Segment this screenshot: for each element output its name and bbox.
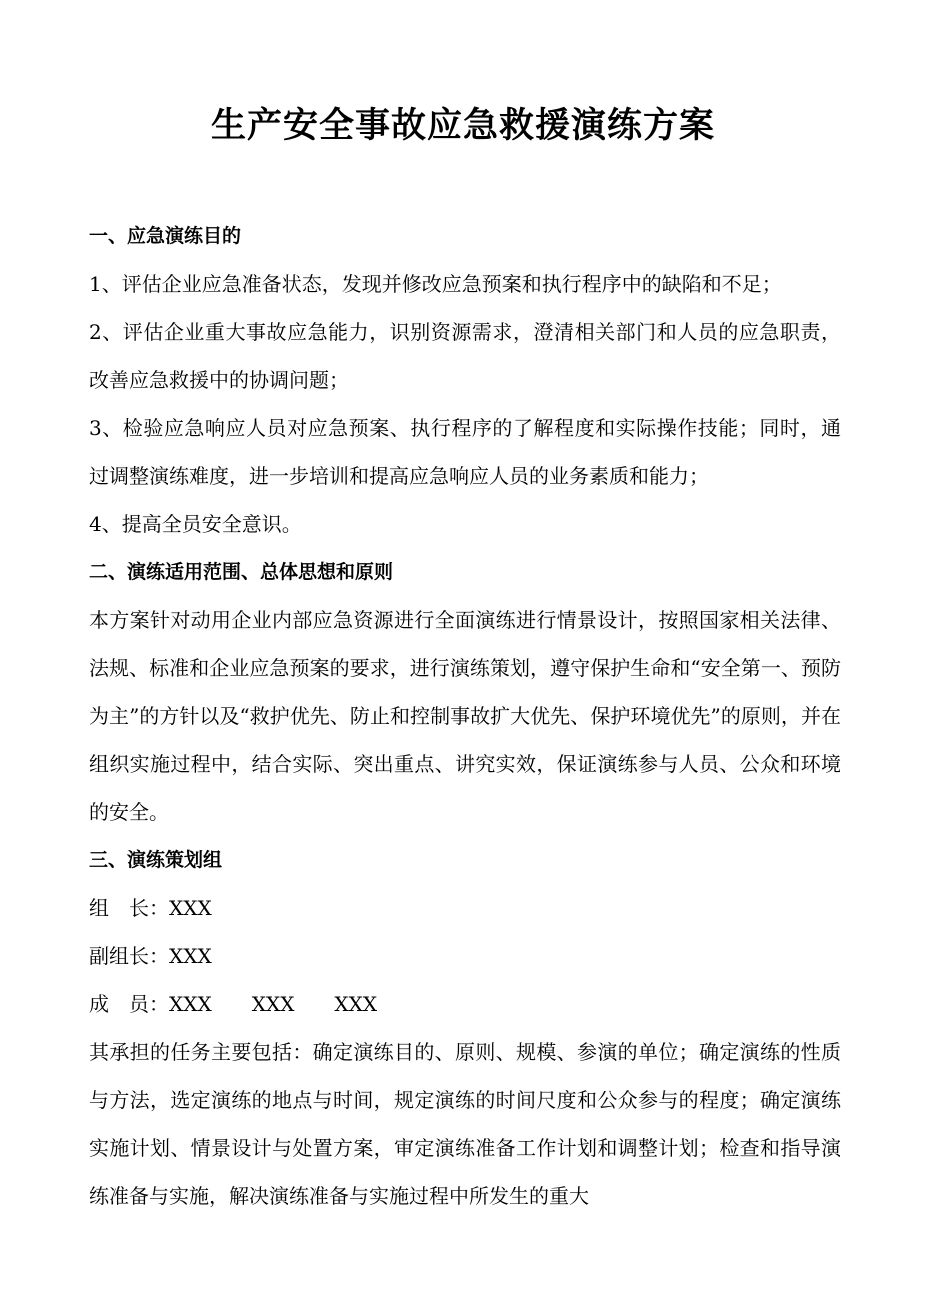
paragraph: 3、检验应急响应人员对应急预案、执行程序的了解程度和实际操作技能；同时，通过调整演练难度，进一步培训和提高应急响应人员的业务素质和能力； <box>89 416 841 488</box>
paragraph: 4、提高全员安全意识。 <box>89 512 302 536</box>
paragraph: 其承担的任务主要包括：确定演练目的、原则、规模、参演的单位；确定演练的性质与方法，选定演练的地点与时间，规定演练的时间尺度和公众参与的程度；确定演练实施计划、情景设计与处置方案，审定演练准备工作计划和调整计划；检查和指导演练准备与实施，解决演练准备与实施过程中所发生的重大 <box>89 1040 841 1208</box>
section-heading: 一、应急演练目的 <box>89 225 242 247</box>
section-purpose <box>89 212 841 548</box>
paragraph: 本方案针对动用企业内部应急资源进行全面演练进行情景设计，按照国家相关法律、法规、标准和企业应急预案的要求，进行演练策划，遵守保护生命和“安全第一、预防为主”的方针以及“救护优先、防止和控制事故扩大优先、保护环境优先”的原则，并在组织实施过程中，结合实际、突出重点、讲究实效，保证演练参与人员、公众和环境的安全。 <box>89 608 841 824</box>
section-scope-principles <box>89 548 841 836</box>
document-body <box>89 212 841 1220</box>
section-planning-group <box>89 836 841 1220</box>
section-heading: 三、演练策划组 <box>89 849 223 871</box>
roster-deputy: 副组长：XXX <box>89 944 212 968</box>
document-title: 生产安全事故应急救援演练方案 <box>210 106 715 146</box>
section-heading: 二、演练适用范围、总体思想和原则 <box>89 561 394 583</box>
paragraph: 1、评估企业应急准备状态，发现并修改应急预案和执行程序中的缺陷和不足； <box>89 272 782 296</box>
roster-members: 成 员：XXX XXX XXX <box>89 992 378 1016</box>
roster-leader: 组 长：XXX <box>89 896 212 920</box>
paragraph: 2、评估企业重大事故应急能力，识别资源需求，澄清相关部门和人员的应急职责，改善应急救援中的协调问题； <box>89 320 841 392</box>
